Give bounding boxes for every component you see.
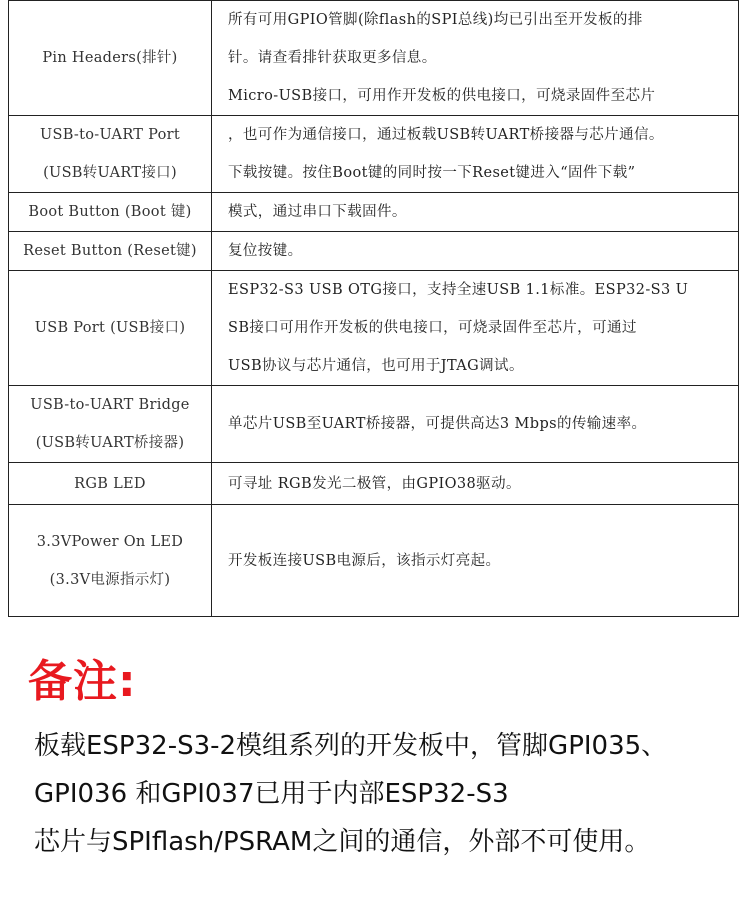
component-name: RGB LED (74, 475, 146, 492)
note-line-1: 板载ESP32-S3-2模组系列的开发板中，管脚GPI035、 (34, 731, 668, 761)
table-row (9, 193, 739, 232)
note-line-2: GPI036 和GPI037已用于内部ESP32-S3 (34, 779, 509, 809)
component-description: 模式，通过串口下载固件。 (228, 204, 407, 220)
component-description-cell (212, 1, 739, 116)
note-body (34, 722, 744, 866)
component-description: Micro-USB接口，可用作开发板的供电接口，可烧录固件至芯片 (228, 88, 656, 104)
component-description-cell (212, 271, 739, 386)
component-description-cell (212, 116, 739, 193)
component-name-cell (9, 463, 212, 505)
component-description: 下载按键。按住Boot键的同时按一下Reset键进入“固件下载” (228, 165, 636, 181)
component-name-cell (9, 232, 212, 271)
component-description: 针。请查看排针获取更多信息。 (228, 50, 437, 66)
component-description: 单芯片USB至UART桥接器，可提供高达3 Mbps的传输速率。 (228, 416, 647, 432)
component-name-cell (9, 116, 212, 193)
component-table (8, 0, 739, 617)
component-name-cell (9, 271, 212, 386)
component-description-cell (212, 386, 739, 463)
component-name: Boot Button (Boot 键) (28, 204, 192, 220)
component-description: 复位按键。 (228, 243, 303, 259)
note-title: 备注: (28, 656, 137, 707)
component-name: (USB转UART桥接器) (35, 435, 185, 451)
component-description: SB接口可用作开发板的供电接口，可烧录固件至芯片，可通过 (228, 320, 637, 336)
component-name: Reset Button (Reset键) (23, 243, 197, 259)
component-name: USB-to-UART Bridge (30, 397, 190, 413)
table-row (9, 505, 739, 617)
table-row (9, 463, 739, 505)
component-description-cell (212, 232, 739, 271)
component-name: USB Port (USB接口) (34, 320, 186, 336)
component-name: 3.3VPower On LED (36, 533, 184, 550)
component-name: USB-to-UART Port (39, 127, 181, 143)
table-body (9, 1, 739, 617)
component-name-cell (9, 1, 212, 116)
component-name-cell (9, 505, 212, 617)
table-row (9, 232, 739, 271)
table-row (9, 386, 739, 463)
component-description-cell (212, 193, 739, 232)
component-description: ，也可作为通信接口，通过板载USB转UART桥接器与芯片通信。 (228, 127, 664, 143)
component-name-cell (9, 386, 212, 463)
component-description-cell (212, 463, 739, 505)
table-row (9, 271, 739, 386)
component-table-grid (8, 0, 739, 617)
component-name: Pin Headers(排针) (42, 50, 178, 66)
table-row (9, 1, 739, 116)
component-description: 开发板连接USB电源后，该指示灯亮起。 (228, 552, 501, 569)
component-description: 所有可用GPIO管脚(除flash的SPI总线)均已引出至开发板的排 (228, 12, 643, 28)
component-description: ESP32-S3 USB OTG接口，支持全速USB 1.1标准。ESP32-S3 U (228, 282, 689, 298)
component-name-cell (9, 193, 212, 232)
component-name: (3.3V电源指示灯) (49, 571, 171, 588)
component-description: USB协议与芯片通信，也可用于JTAG调试。 (228, 358, 524, 374)
note-line-3: 芯片与SPIflash/PSRAM之间的通信，外部不可使用。 (34, 827, 651, 857)
component-name: (USB转UART接口) (43, 165, 177, 181)
table-row (9, 116, 739, 193)
component-description: 可寻址 RGB发光二极管，由GPIO38驱动。 (228, 475, 521, 492)
component-description-cell (212, 505, 739, 617)
